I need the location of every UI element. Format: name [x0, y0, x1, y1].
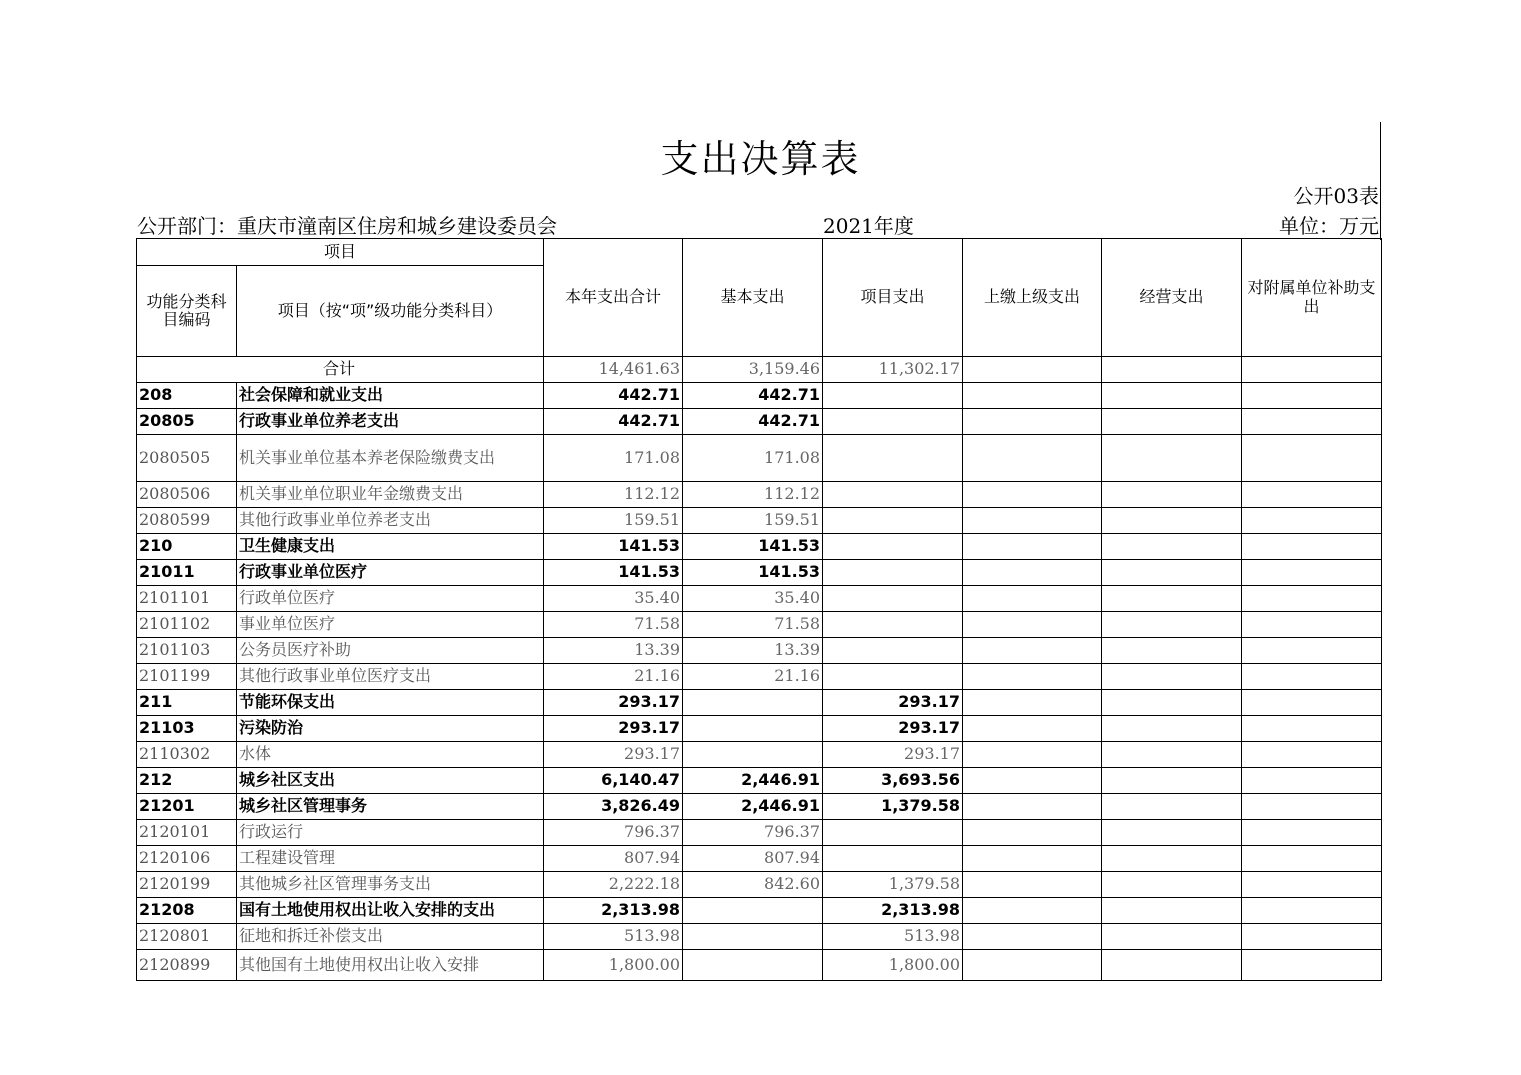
table-row [137, 768, 1382, 794]
row-code: 2120106 [137, 846, 237, 872]
cell-total: 21.16 [544, 664, 683, 690]
cell-upper [963, 846, 1102, 872]
cell-subsidy [1242, 508, 1382, 534]
cell-project: 3,693.56 [823, 768, 963, 794]
cell-subsidy [1242, 560, 1382, 586]
cell-subsidy [1242, 409, 1382, 435]
cell-subsidy [1242, 612, 1382, 638]
cell-business [1102, 508, 1242, 534]
cell-total: 442.71 [544, 409, 683, 435]
cell-total: 293.17 [544, 690, 683, 716]
cell-basic: 141.53 [683, 534, 823, 560]
cell-project: 293.17 [823, 690, 963, 716]
cell-total: 2,313.98 [544, 898, 683, 924]
expenditure-table [136, 238, 1382, 981]
row-code: 2120801 [137, 924, 237, 950]
cell-upper [963, 742, 1102, 768]
row-code: 208 [137, 383, 237, 409]
cell-subsidy [1242, 716, 1382, 742]
cell-project [823, 820, 963, 846]
table-row [137, 898, 1382, 924]
cell-project [823, 638, 963, 664]
cell-basic: 71.58 [683, 612, 823, 638]
row-code: 2080599 [137, 508, 237, 534]
cell-total: 3,826.49 [544, 794, 683, 820]
cell-subsidy [1242, 664, 1382, 690]
cell-project: 1,800.00 [823, 950, 963, 981]
row-name: 行政运行 [237, 820, 544, 846]
cell-business [1102, 482, 1242, 508]
cell-total: 2,222.18 [544, 872, 683, 898]
cell-subsidy [1242, 924, 1382, 950]
row-name: 城乡社区支出 [237, 768, 544, 794]
cell-total: 141.53 [544, 534, 683, 560]
row-name: 其他城乡社区管理事务支出 [237, 872, 544, 898]
row-name: 公务员医疗补助 [237, 638, 544, 664]
row-code: 2120899 [137, 950, 237, 981]
cell-upper [963, 716, 1102, 742]
cell-upper [963, 950, 1102, 981]
cell-upper [963, 612, 1102, 638]
row-name: 社会保障和就业支出 [237, 383, 544, 409]
row-name: 污染防治 [237, 716, 544, 742]
cell-basic: 442.71 [683, 383, 823, 409]
page-title: 支出决算表 [660, 137, 861, 181]
cell-business [1102, 820, 1242, 846]
cell-subsidy [1242, 383, 1382, 409]
row-code: 2101102 [137, 612, 237, 638]
department-label: 公开部门：重庆市潼南区住房和城乡建设委员会 [137, 214, 557, 238]
cell-project: 293.17 [823, 742, 963, 768]
cell-upper [963, 768, 1102, 794]
header-subsidy: 对附属单位补助支出 [1242, 239, 1382, 357]
table-row [137, 664, 1382, 690]
cell-basic [683, 924, 823, 950]
cell-total: 35.40 [544, 586, 683, 612]
cell-basic: 112.12 [683, 482, 823, 508]
cell-upper [963, 435, 1102, 482]
table-row [137, 409, 1382, 435]
cell-basic: 35.40 [683, 586, 823, 612]
cell-project [823, 664, 963, 690]
row-name: 行政单位医疗 [237, 586, 544, 612]
cell-basic [683, 690, 823, 716]
cell-project: 1,379.58 [823, 872, 963, 898]
cell-business [1102, 534, 1242, 560]
table-row [137, 638, 1382, 664]
cell-total: 159.51 [544, 508, 683, 534]
cell-total: 71.58 [544, 612, 683, 638]
cell-business [1102, 560, 1242, 586]
cell-total: 796.37 [544, 820, 683, 846]
table-row [137, 794, 1382, 820]
cell-project: 11,302.17 [823, 357, 963, 383]
cell-upper [963, 924, 1102, 950]
row-code: 21011 [137, 560, 237, 586]
cell-project [823, 482, 963, 508]
cell-business [1102, 950, 1242, 981]
cell-upper [963, 820, 1102, 846]
cell-project: 513.98 [823, 924, 963, 950]
row-name: 合计 [137, 357, 544, 383]
cell-upper [963, 534, 1102, 560]
row-code: 2101199 [137, 664, 237, 690]
table-row [137, 508, 1382, 534]
cell-basic: 3,159.46 [683, 357, 823, 383]
row-code: 2101101 [137, 586, 237, 612]
row-code: 2080506 [137, 482, 237, 508]
year-label: 2021年度 [823, 214, 914, 238]
cell-total: 6,140.47 [544, 768, 683, 794]
row-code: 211 [137, 690, 237, 716]
cell-business [1102, 357, 1242, 383]
cell-project [823, 612, 963, 638]
row-code: 2120101 [137, 820, 237, 846]
cell-upper [963, 560, 1102, 586]
cell-basic: 2,446.91 [683, 794, 823, 820]
cell-project [823, 508, 963, 534]
cell-basic [683, 898, 823, 924]
cell-business [1102, 898, 1242, 924]
cell-business [1102, 846, 1242, 872]
cell-basic: 807.94 [683, 846, 823, 872]
cell-business [1102, 409, 1242, 435]
cell-project [823, 435, 963, 482]
cell-subsidy [1242, 768, 1382, 794]
cell-project: 293.17 [823, 716, 963, 742]
row-name: 城乡社区管理事务 [237, 794, 544, 820]
table-row-total [137, 357, 1382, 383]
row-code: 21208 [137, 898, 237, 924]
row-code: 2101103 [137, 638, 237, 664]
table-row [137, 560, 1382, 586]
unit-label: 单位：万元 [1279, 214, 1379, 238]
cell-subsidy [1242, 950, 1382, 981]
cell-business [1102, 794, 1242, 820]
cell-subsidy [1242, 820, 1382, 846]
header-project: 项目 [137, 239, 544, 266]
cell-business [1102, 612, 1242, 638]
cell-total: 442.71 [544, 383, 683, 409]
cell-project [823, 586, 963, 612]
table-row [137, 950, 1382, 981]
cell-business [1102, 586, 1242, 612]
cell-project: 2,313.98 [823, 898, 963, 924]
cell-business [1102, 638, 1242, 664]
cell-subsidy [1242, 435, 1382, 482]
table-row [137, 820, 1382, 846]
table-row [137, 742, 1382, 768]
cell-total: 807.94 [544, 846, 683, 872]
cell-business [1102, 924, 1242, 950]
cell-total: 13.39 [544, 638, 683, 664]
cell-total: 171.08 [544, 435, 683, 482]
cell-business [1102, 664, 1242, 690]
row-code: 210 [137, 534, 237, 560]
cell-upper [963, 409, 1102, 435]
row-code: 2080505 [137, 435, 237, 482]
cell-total: 293.17 [544, 742, 683, 768]
table-row [137, 534, 1382, 560]
cell-business [1102, 716, 1242, 742]
cell-business [1102, 742, 1242, 768]
cell-total: 14,461.63 [544, 357, 683, 383]
cell-upper [963, 794, 1102, 820]
table-row [137, 482, 1382, 508]
cell-subsidy [1242, 586, 1382, 612]
table-row [137, 872, 1382, 898]
cell-basic [683, 950, 823, 981]
header-business: 经营支出 [1102, 239, 1242, 357]
header-project-expense: 项目支出 [823, 239, 963, 357]
header-item-name: 项目（按“项”级功能分类科目） [237, 266, 544, 357]
cell-project [823, 846, 963, 872]
cell-project [823, 383, 963, 409]
cell-upper [963, 482, 1102, 508]
table-code: 公开03表 [1293, 184, 1379, 208]
cell-basic: 141.53 [683, 560, 823, 586]
row-code: 21201 [137, 794, 237, 820]
cell-subsidy [1242, 872, 1382, 898]
table-row [137, 924, 1382, 950]
table-row [137, 846, 1382, 872]
cell-project: 1,379.58 [823, 794, 963, 820]
cell-subsidy [1242, 638, 1382, 664]
row-name: 事业单位医疗 [237, 612, 544, 638]
cell-project [823, 560, 963, 586]
row-code: 21103 [137, 716, 237, 742]
header-total: 本年支出合计 [544, 239, 683, 357]
table-row [137, 435, 1382, 482]
cell-total: 293.17 [544, 716, 683, 742]
cell-basic: 2,446.91 [683, 768, 823, 794]
cell-subsidy [1242, 794, 1382, 820]
table-row [137, 690, 1382, 716]
cell-subsidy [1242, 534, 1382, 560]
row-code: 2120199 [137, 872, 237, 898]
row-name: 机关事业单位基本养老保险缴费支出 [237, 435, 544, 482]
cell-subsidy [1242, 742, 1382, 768]
cell-business [1102, 768, 1242, 794]
row-name: 水体 [237, 742, 544, 768]
cell-upper [963, 357, 1102, 383]
row-name: 工程建设管理 [237, 846, 544, 872]
row-name: 其他行政事业单位医疗支出 [237, 664, 544, 690]
cell-business [1102, 435, 1242, 482]
cell-business [1102, 383, 1242, 409]
cell-total: 112.12 [544, 482, 683, 508]
cell-upper [963, 586, 1102, 612]
cell-subsidy [1242, 482, 1382, 508]
cell-basic: 842.60 [683, 872, 823, 898]
header-basic: 基本支出 [683, 239, 823, 357]
table-row [137, 716, 1382, 742]
row-name: 行政事业单位医疗 [237, 560, 544, 586]
cell-upper [963, 898, 1102, 924]
cell-subsidy [1242, 898, 1382, 924]
row-name: 征地和拆迁补偿支出 [237, 924, 544, 950]
cell-basic: 796.37 [683, 820, 823, 846]
row-name: 行政事业单位养老支出 [237, 409, 544, 435]
cell-total: 1,800.00 [544, 950, 683, 981]
cell-upper [963, 664, 1102, 690]
cell-project [823, 534, 963, 560]
cell-basic [683, 716, 823, 742]
row-code: 20805 [137, 409, 237, 435]
cell-basic: 171.08 [683, 435, 823, 482]
cell-subsidy [1242, 690, 1382, 716]
cell-basic: 21.16 [683, 664, 823, 690]
cell-subsidy [1242, 357, 1382, 383]
header-func-code: 功能分类科目编码 [137, 266, 237, 357]
cell-basic: 159.51 [683, 508, 823, 534]
row-name: 国有土地使用权出让收入安排的支出 [237, 898, 544, 924]
cell-basic: 13.39 [683, 638, 823, 664]
cell-project [823, 409, 963, 435]
cell-subsidy [1242, 846, 1382, 872]
cell-upper [963, 872, 1102, 898]
table-row [137, 612, 1382, 638]
table-row [137, 383, 1382, 409]
cell-upper [963, 690, 1102, 716]
header-upper: 上缴上级支出 [963, 239, 1102, 357]
row-code: 212 [137, 768, 237, 794]
table-row [137, 586, 1382, 612]
cell-upper [963, 383, 1102, 409]
row-code: 2110302 [137, 742, 237, 768]
row-name: 其他国有土地使用权出让收入安排 [237, 950, 544, 981]
cell-total: 141.53 [544, 560, 683, 586]
row-name: 机关事业单位职业年金缴费支出 [237, 482, 544, 508]
row-name: 节能环保支出 [237, 690, 544, 716]
cell-business [1102, 872, 1242, 898]
cell-basic: 442.71 [683, 409, 823, 435]
cell-business [1102, 690, 1242, 716]
row-name: 卫生健康支出 [237, 534, 544, 560]
cell-upper [963, 508, 1102, 534]
cell-upper [963, 638, 1102, 664]
cell-total: 513.98 [544, 924, 683, 950]
row-name: 其他行政事业单位养老支出 [237, 508, 544, 534]
cell-basic [683, 742, 823, 768]
